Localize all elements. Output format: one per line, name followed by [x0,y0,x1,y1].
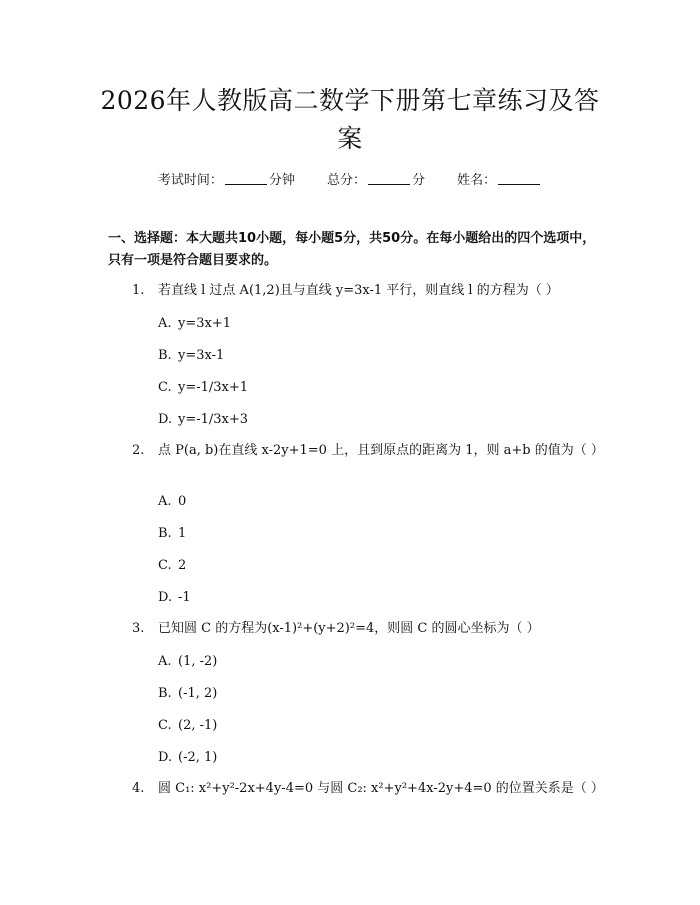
option-label: D. [158,412,173,427]
time-blank [225,172,267,185]
option-3c [158,716,217,736]
option-label: D. [158,750,173,765]
student-name [457,173,542,188]
score-label: 总分： [326,173,366,188]
option-2b [158,524,186,544]
option-3b [158,684,217,704]
page-title: 2026年人教版高二数学下册第七章练习及答案 [100,86,600,153]
question-number: 1. [132,283,145,298]
option-label: C. [158,718,172,733]
exam-time [158,173,295,188]
option-label: B. [158,526,172,541]
option-text: y=-1/3x+1 [178,380,249,395]
option-1c [158,378,248,398]
time-unit: 分钟 [268,173,295,188]
option-label: D. [158,590,173,605]
option-text: y=3x+1 [178,316,232,331]
score-unit: 分 [412,173,426,188]
option-2a [158,492,186,512]
question-1 [108,280,605,302]
option-text: y=-1/3x+3 [178,412,249,427]
option-1a [158,314,231,334]
total-score [327,173,425,188]
option-label: A. [158,654,172,669]
question-number: 4. [132,781,145,796]
question-number: 2. [132,443,145,458]
option-text: (2, -1) [178,718,218,733]
option-text: (-1, 2) [178,686,218,701]
option-3d [158,748,217,768]
option-1d [158,410,248,430]
option-label: A. [158,316,172,331]
option-text: -1 [178,590,191,605]
question-3 [108,618,605,640]
option-label: C. [158,380,172,395]
name-blank [498,172,540,185]
option-2d [158,588,191,608]
option-text: 1 [178,526,187,541]
question-number: 3. [132,621,145,636]
option-label: B. [158,348,172,363]
time-label: 考试时间： [157,173,223,188]
question-4 [108,778,605,800]
option-text: (1, -2) [178,654,218,669]
question-text: 点 P(a, b)在直线 x-2y+1=0 上，且到原点的距离为 1，则 a+b 的值为（ ） [158,443,604,458]
option-label: C. [158,558,172,573]
question-text: 若直线 l 过点 A(1,2)且与直线 y=3x-1 平行，则直线 l 的方程为（ ） [158,283,559,298]
option-label: B. [158,686,172,701]
option-label: A. [158,494,172,509]
option-text: 2 [178,558,187,573]
option-2c [158,556,186,576]
question-text: 圆 C₁: x²+y²-2x+4y-4=0 与圆 C₂: x²+y²+4x-2y+4=0 的位置关系是（ ） [158,781,604,796]
option-1b [158,346,224,366]
exam-info-line [0,169,700,188]
section-heading: 一、选择题：本大题共10小题，每小题5分，共50分。在每小题给出的四个选项中，只有一项是符合题目要求的。 [108,231,596,268]
question-2 [108,440,605,462]
option-text: y=3x-1 [178,348,225,363]
question-text: 已知圆 C 的方程为(x-1)²+(y+2)²=4，则圆 C 的圆心坐标为（ ） [158,621,540,636]
option-text: (-2, 1) [178,750,218,765]
option-3a [158,652,217,672]
option-text: 0 [178,494,187,509]
name-label: 姓名： [457,173,497,188]
score-blank [368,172,410,185]
